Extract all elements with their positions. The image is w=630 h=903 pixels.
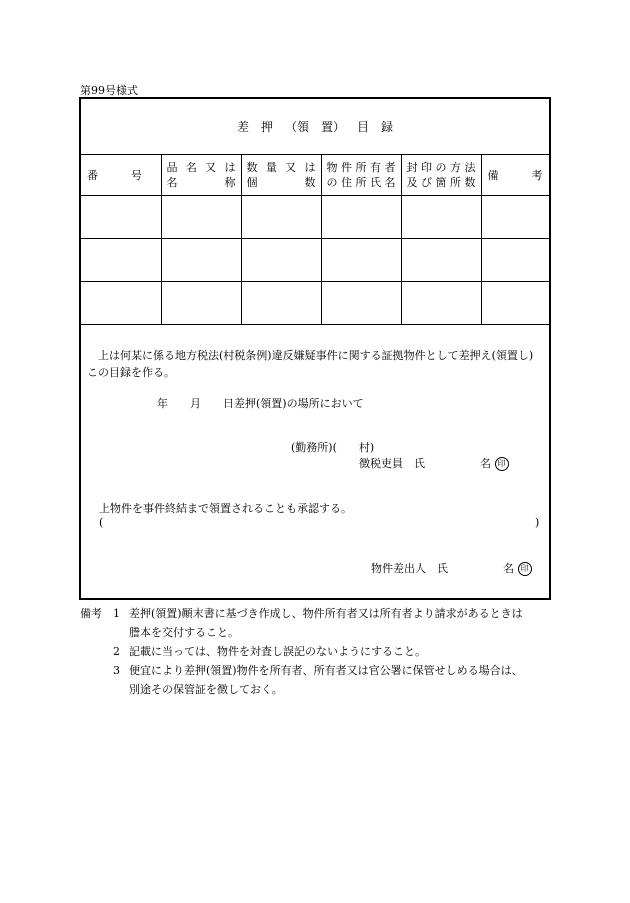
header-owner [321, 155, 401, 196]
remark-spacer [80, 661, 113, 680]
table-row [81, 196, 549, 239]
title-char: 目 [357, 120, 370, 134]
table-cell[interactable] [401, 239, 481, 282]
remark-text-continued: 謄本を交付すること。 [129, 626, 239, 639]
inventory-table [81, 155, 549, 325]
submitter-signature-line [371, 560, 532, 576]
form-number: 第99号様式 [80, 84, 138, 97]
header-number [81, 155, 161, 196]
officer-label: 徴税吏員 氏 名 [359, 457, 491, 470]
consent-text: 上物件を事件終結まで領置されることも承認する。 [99, 502, 352, 515]
remark-item [80, 642, 560, 661]
paren-close: ) [535, 516, 540, 529]
header-text: 名 称 [166, 176, 236, 189]
table-cell[interactable] [321, 196, 401, 239]
table-cell[interactable] [81, 282, 161, 325]
table-row [81, 282, 549, 325]
header-quantity [241, 155, 321, 196]
remark-text: 差押(領置)顚末書に基づき作成し、物件所有者又は所有者より請求があるときは [129, 607, 523, 620]
header-text: 個 数 [246, 176, 316, 189]
table-cell[interactable] [321, 282, 401, 325]
remark-text-continued: 別途その保管証を徴しておく。 [129, 683, 283, 696]
table-cell[interactable] [321, 239, 401, 282]
form-title [81, 99, 549, 155]
header-text: 備 考 [487, 169, 543, 182]
remark-number: 3 [113, 664, 120, 677]
table-cell[interactable] [161, 239, 241, 282]
table-cell[interactable] [241, 239, 321, 282]
table-cell[interactable] [481, 196, 549, 239]
remarks-label: 備考 [80, 607, 102, 620]
table-header-row [81, 155, 549, 196]
table-cell[interactable] [81, 196, 161, 239]
remark-spacer [80, 642, 113, 661]
header-text: 品名又は [166, 161, 236, 174]
remark-item [80, 604, 560, 623]
header-remarks [481, 155, 549, 196]
table-cell[interactable] [241, 196, 321, 239]
seal-icon: 印 [518, 562, 532, 576]
table-cell[interactable] [161, 282, 241, 325]
form-frame [79, 97, 551, 600]
title-char: （領 [284, 120, 309, 134]
officer-signature-line [359, 455, 509, 471]
header-item-name [161, 155, 241, 196]
table-cell[interactable] [481, 239, 549, 282]
header-seal-method [401, 155, 481, 196]
remarks-section [80, 604, 560, 699]
declaration-paragraph: 上は何某に係る地方税法(村税条例)違反嫌疑事件に関する証拠物件として差押え(領置し)この目録を作る。 [87, 349, 534, 379]
table-cell[interactable] [81, 239, 161, 282]
seal-icon: 印 [495, 457, 509, 471]
office-line: (勤務所)( 村) [291, 441, 375, 454]
table-row [81, 239, 549, 282]
remark-number: 1 [113, 607, 120, 620]
submitter-label: 物件差出人 氏 名 [371, 562, 514, 575]
title-char: 差 [236, 120, 249, 134]
table-cell[interactable] [401, 282, 481, 325]
remark-text: 便宜により差押(領置)物件を所有者、所有者又は官公署に保管せしめる場合は、 [129, 664, 523, 677]
table-cell[interactable] [481, 282, 549, 325]
table-cell[interactable] [161, 196, 241, 239]
header-text: 封印の方法 [406, 161, 476, 174]
table-cell[interactable] [401, 196, 481, 239]
paren-open: ( [99, 516, 104, 529]
table-cell[interactable] [241, 282, 321, 325]
header-text: 数量又は [246, 161, 316, 174]
remark-number: 2 [113, 645, 120, 658]
header-text: 番 号 [87, 169, 142, 182]
header-text: 及び箇所数 [406, 176, 476, 189]
remark-text: 記載に当っては、物件を対査し誤記のないようにすること。 [129, 645, 426, 658]
header-text: の住所氏名 [326, 176, 396, 189]
remark-item [80, 661, 560, 680]
title-char: 置） [321, 120, 346, 134]
header-text: 物件所有者 [326, 161, 396, 174]
title-char: 録 [381, 120, 394, 134]
date-place-line: 年 月 日差押(領置)の場所において [157, 397, 364, 410]
title-char: 押 [260, 120, 273, 134]
